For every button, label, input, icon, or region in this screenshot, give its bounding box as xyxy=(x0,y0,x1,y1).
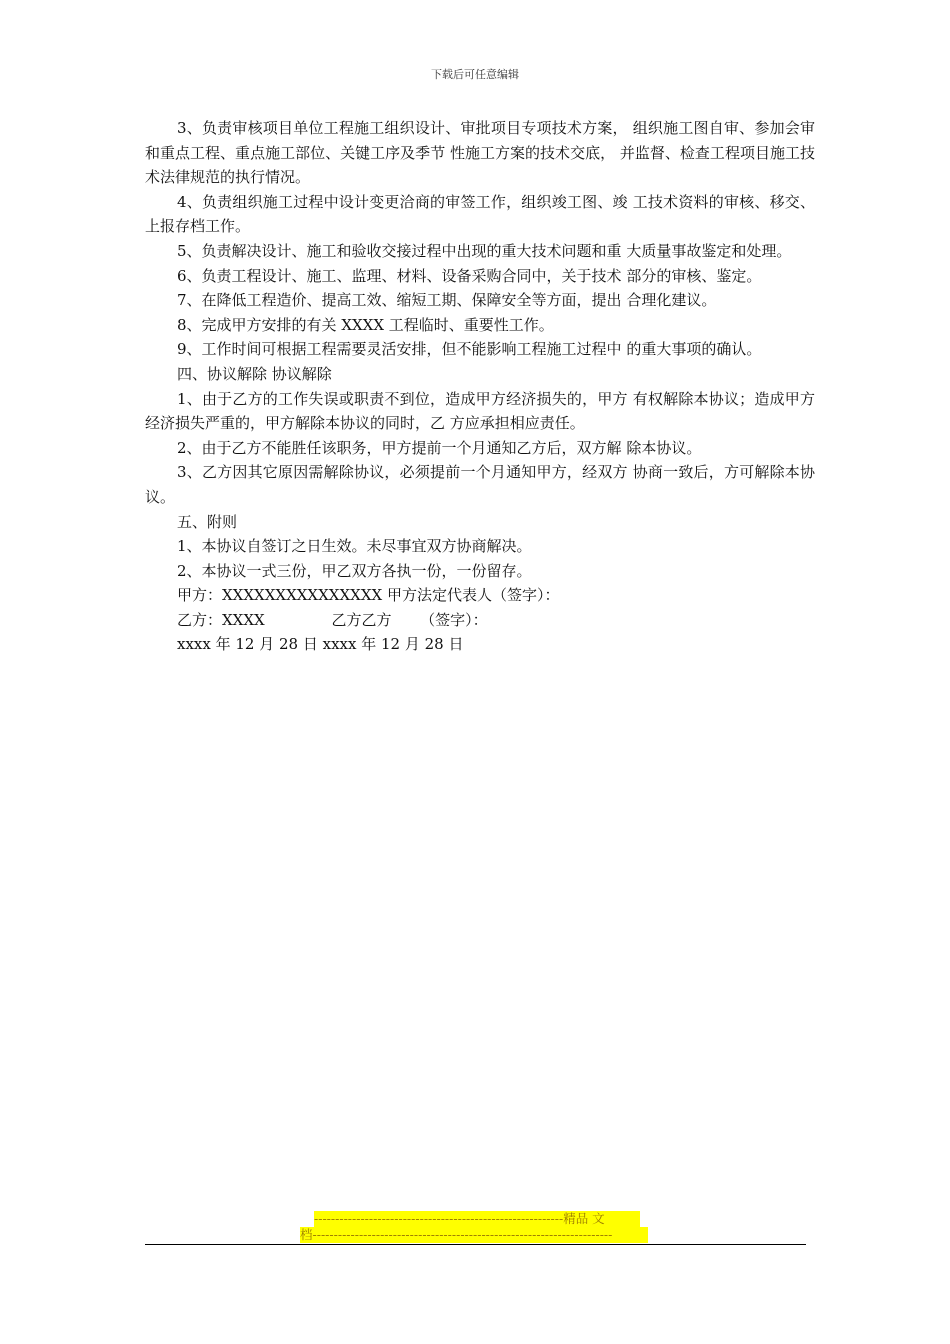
footer-watermark-line-1: -----------------------------------------------------------精品 文 xyxy=(314,1211,640,1227)
signature-party-a: 甲方：XXXXXXXXXXXXXXX 甲方法定代表人（签字）： xyxy=(177,586,560,605)
paragraph-duty-8: 8、完成甲方安排的有关 XXXX 工程临时、重要性工作。 xyxy=(177,315,554,334)
paragraph-supplementary-1: 1、本协议自签订之日生效。未尽事宜双方协商解决。 xyxy=(177,537,532,556)
paragraph-duty-4: 4、负责组织施工过程中设计变更洽商的审签工作，组织竣工图、竣 工技术资料的审核、移交、上报存档工作。 xyxy=(145,192,815,236)
section-heading-supplementary: 五、附则 xyxy=(177,512,238,531)
header-note: 下载后可任意编辑 xyxy=(431,68,519,81)
footer-divider xyxy=(145,1244,806,1245)
section-heading-termination: 四、协议解除 协议解除 xyxy=(177,364,332,383)
document-body xyxy=(145,116,815,657)
signature-dates: xxxx 年 12 月 28 日 xxxx 年 12 月 28 日 xyxy=(177,635,464,654)
paragraph-duty-5: 5、负责解决设计、施工和验收交接过程中出现的重大技术问题和重 大质量事故鉴定和处理。 xyxy=(177,241,792,260)
paragraph-termination-1: 1、由于乙方的工作失误或职责不到位，造成甲方经济损失的，甲方 有权解除本协议；造成甲方经济损失严重的，甲方解除本协议的同时，乙 方应承担相应责任。 xyxy=(145,389,815,433)
paragraph-duty-9: 9、工作时间可根据工程需要灵活安排，但不能影响工程施工过程中 的重大事项的确认。 xyxy=(177,340,762,359)
footer-watermark-line-2: 档----------------------------------------------------------------------- xyxy=(300,1227,648,1243)
paragraph-termination-3: 3、乙方因其它原因需解除协议，必须提前一个月通知甲方，经双方 协商一致后，方可解除本协议。 xyxy=(145,463,815,506)
paragraph-termination-2: 2、由于乙方不能胜任该职务，甲方提前一个月通知乙方后，双方解 除本协议。 xyxy=(177,438,702,457)
paragraph-supplementary-2: 2、本协议一式三份，甲乙双方各执一份，一份留存。 xyxy=(177,561,532,580)
paragraph-duty-7: 7、在降低工程造价、提高工效、缩短工期、保障安全等方面，提出 合理化建议。 xyxy=(177,291,717,310)
paragraph-duty-3: 3、负责审核项目单位工程施工组织设计、审批项目专项技术方案， 组织施工图自审、参加会审和重点工程、重点施工部位、关键工序及季节 性施工方案的技术交底， 并监督、检查工程项目施工技术法律规范的执行情况。 xyxy=(145,119,815,187)
signature-party-b: 乙方：XXXX 乙方乙方 （签字）： xyxy=(177,610,488,629)
paragraph-duty-6: 6、负责工程设计、施工、监理、材料、设备采购合同中，关于技术 部分的审核、鉴定。 xyxy=(177,266,762,285)
footer-watermark xyxy=(300,1211,650,1243)
